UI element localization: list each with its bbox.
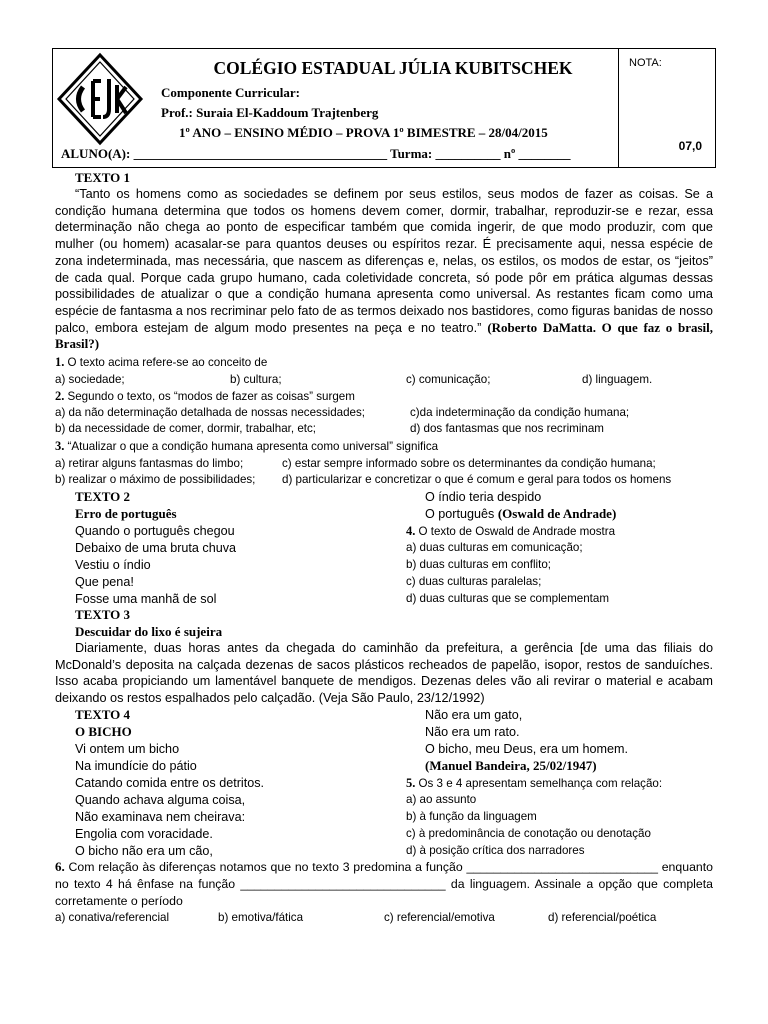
q5-option-b[interactable]: b) à função da linguagem <box>406 810 537 823</box>
texto2-line: O índio teria despido <box>425 490 542 504</box>
texto3-body: Diariamente, duas horas antes da chegada do caminhão da prefeitura, a gerência [de uma das filiais do McDonald’s deposita na calçada dezenas de sacos plásticos recheados de papelão, isopor, restos de sanduíches. Isso acaba propiciando um lamentável banquete de mendigos. Dezenas deles vão ali revirar o material e acabam deixando os restos espalhados pelo calçadão. (Veja São Paulo, 23/12/1992) <box>55 641 713 705</box>
q1-option-b[interactable]: b) cultura; <box>230 373 282 386</box>
q3-option-d[interactable]: d) particularizar e concretizar o que é comum e geral para todos os homens <box>282 473 672 486</box>
texto2-subtitle: Erro de português <box>75 506 177 521</box>
q6-option-b[interactable]: b) emotiva/fática <box>218 911 304 924</box>
texto4-subtitle: O BICHO <box>75 724 132 739</box>
q4-stem: 4. O texto de Oswald de Andrade mostra <box>406 524 616 538</box>
student-line[interactable]: ALUNO(A): _______________________________________ Turma: __________ nº ________ <box>61 146 571 161</box>
q3-stem: 3. “Atualizar o que a condição humana apresenta como universal” significa <box>55 439 439 453</box>
q4-option-c[interactable]: c) duas culturas paralelas; <box>406 575 542 588</box>
texto4-line: Engolia com voracidade. <box>75 827 213 841</box>
q3-option-b[interactable]: b) realizar o máximo de possibilidades; <box>55 473 256 486</box>
q1-option-d[interactable]: d) linguagem. <box>582 373 653 386</box>
texto2-line: Quando o português chegou <box>75 524 235 538</box>
q5-option-c[interactable]: c) à predominância de conotação ou denotação <box>406 827 651 840</box>
componente-curricular: Componente Curricular: <box>161 85 301 100</box>
grade-box <box>618 49 716 168</box>
texto4-title: TEXTO 4 <box>75 707 131 722</box>
professor: Prof.: Suraia El-Kaddoum Trajtenberg <box>161 105 379 120</box>
texto4-line: Quando achava alguma coisa, <box>75 793 246 807</box>
grade-value: 07,0 <box>678 139 702 153</box>
texto2-line: O português (Oswald de Andrade) <box>425 506 617 521</box>
q6-option-c[interactable]: c) referencial/emotiva <box>384 911 495 924</box>
q6-option-d[interactable]: d) referencial/poética <box>548 911 657 924</box>
texto4-line: Não era um gato, <box>425 708 523 722</box>
q2-option-a[interactable]: a) da não determinação detalhada de nossas necessidades; <box>55 406 366 419</box>
texto4-line: Não examinava nem cheirava: <box>75 810 246 824</box>
school-logo <box>53 49 148 149</box>
texto2-line: Que pena! <box>75 575 134 589</box>
q2-option-b[interactable]: b) da necessidade de comer, dormir, trabalhar, etc; <box>55 422 316 435</box>
q4-option-d[interactable]: d) duas culturas que se complementam <box>406 592 609 605</box>
texto2-line: Fosse uma manhã de sol <box>75 592 217 606</box>
texto1-title: TEXTO 1 <box>75 170 131 185</box>
q1-option-c[interactable]: c) comunicação; <box>406 373 491 386</box>
q5-option-a[interactable]: a) ao assunto <box>406 793 477 806</box>
grade-label: NOTA: <box>629 57 662 69</box>
school-name: COLÉGIO ESTADUAL JÚLIA KUBITSCHEK <box>213 58 573 78</box>
q2-option-c[interactable]: c)da indeterminação da condição humana; <box>410 406 630 419</box>
texto4-line: Na imundície do pátio <box>75 759 197 773</box>
q3-option-c[interactable]: c) estar sempre informado sobre os determinantes da condição humana; <box>282 457 656 470</box>
texto2-title: TEXTO 2 <box>75 489 131 504</box>
q2-option-d[interactable]: d) dos fantasmas que nos recriminam <box>410 422 604 435</box>
q5-stem: 5. Os 3 e 4 apresentam semelhança com relação: <box>406 776 663 790</box>
texto4-line: Não era um rato. <box>425 725 520 739</box>
q3-option-a[interactable]: a) retirar alguns fantasmas do limbo; <box>55 457 244 470</box>
q4-option-a[interactable]: a) duas culturas em comunicação; <box>406 541 583 554</box>
texto4-line: O bicho, meu Deus, era um homem. <box>425 742 628 756</box>
q1-option-a[interactable]: a) sociedade; <box>55 373 125 386</box>
q5-option-d[interactable]: d) à posição crítica dos narradores <box>406 844 585 857</box>
q1-stem: 1. O texto acima refere-se ao conceito de <box>55 355 268 369</box>
q6-option-a[interactable]: a) conativa/referencial <box>55 911 170 924</box>
texto1-source: (Roberto DaMatta. O que faz o brasil, Brasil?) <box>55 319 714 352</box>
q4-option-b[interactable]: b) duas culturas em conflito; <box>406 558 551 571</box>
texto4-line: Vi ontem um bicho <box>75 742 180 756</box>
texto2-source: (Oswald de Andrade) <box>497 506 617 521</box>
texto4-line: Catando comida entre os detritos. <box>75 776 265 790</box>
texto3-subtitle: Descuidar do lixo é sujeira <box>75 624 223 639</box>
texto2-line: Debaixo de uma bruta chuva <box>75 541 237 555</box>
texto2-line: Vestiu o índio <box>75 558 151 572</box>
q6-stem: 6. Com relação às diferenças notamos que no texto 3 predomina a função ____________________________ enquanto no texto 4 há ênfase na função ______________________________ da linguagem. Assinale a opção que completa corretamente o período <box>55 859 714 908</box>
texto3-title: TEXTO 3 <box>75 607 131 622</box>
texto1-body: “Tanto os homens como as sociedades se definem por seus estilos, seus modos de fazer as coisas. Se a condição humana determina que todos os homens devem comer, dormir, trabalhar, reproduzir-se e rezar, essa determinação não chega ao ponto de especificar também que comida ingerir, de que modo produzir, com que mulher (ou homem) acasalar-se para quantos deuses ou espíritos rezar. É precisamente aqui, nessa espécie de zona indeterminada, mas necessária, que nascem as diferenças e, nelas, os estilos, os modos de estar, os “jeitos” de cada qual. Porque cada grupo humano, cada coletividade concreta, só pode pôr em prática algumas dessas possibilidades de atualizar o que a condição humana apresenta como universal. As restantes ficam como uma espécie de fantasma a nos recriminar pelo fato de as termos deixado nos bastidores, como figuras banidas de nosso palco, embora estejam de algum modo presentes na peça e no teatro.” (Roberto DaMatta. O que faz o brasil, Brasil?) <box>55 187 714 352</box>
exam-info: 1º ANO – ENSINO MÉDIO – PROVA 1º BIMESTRE – 28/04/2015 <box>179 125 548 140</box>
header-box <box>52 48 716 168</box>
q2-stem: 2. Segundo o texto, os “modos de fazer as coisas” surgem <box>55 389 355 403</box>
texto4-line: O bicho não era um cão, <box>75 844 213 858</box>
texto4-source: (Manuel Bandeira, 25/02/1947) <box>425 758 597 773</box>
